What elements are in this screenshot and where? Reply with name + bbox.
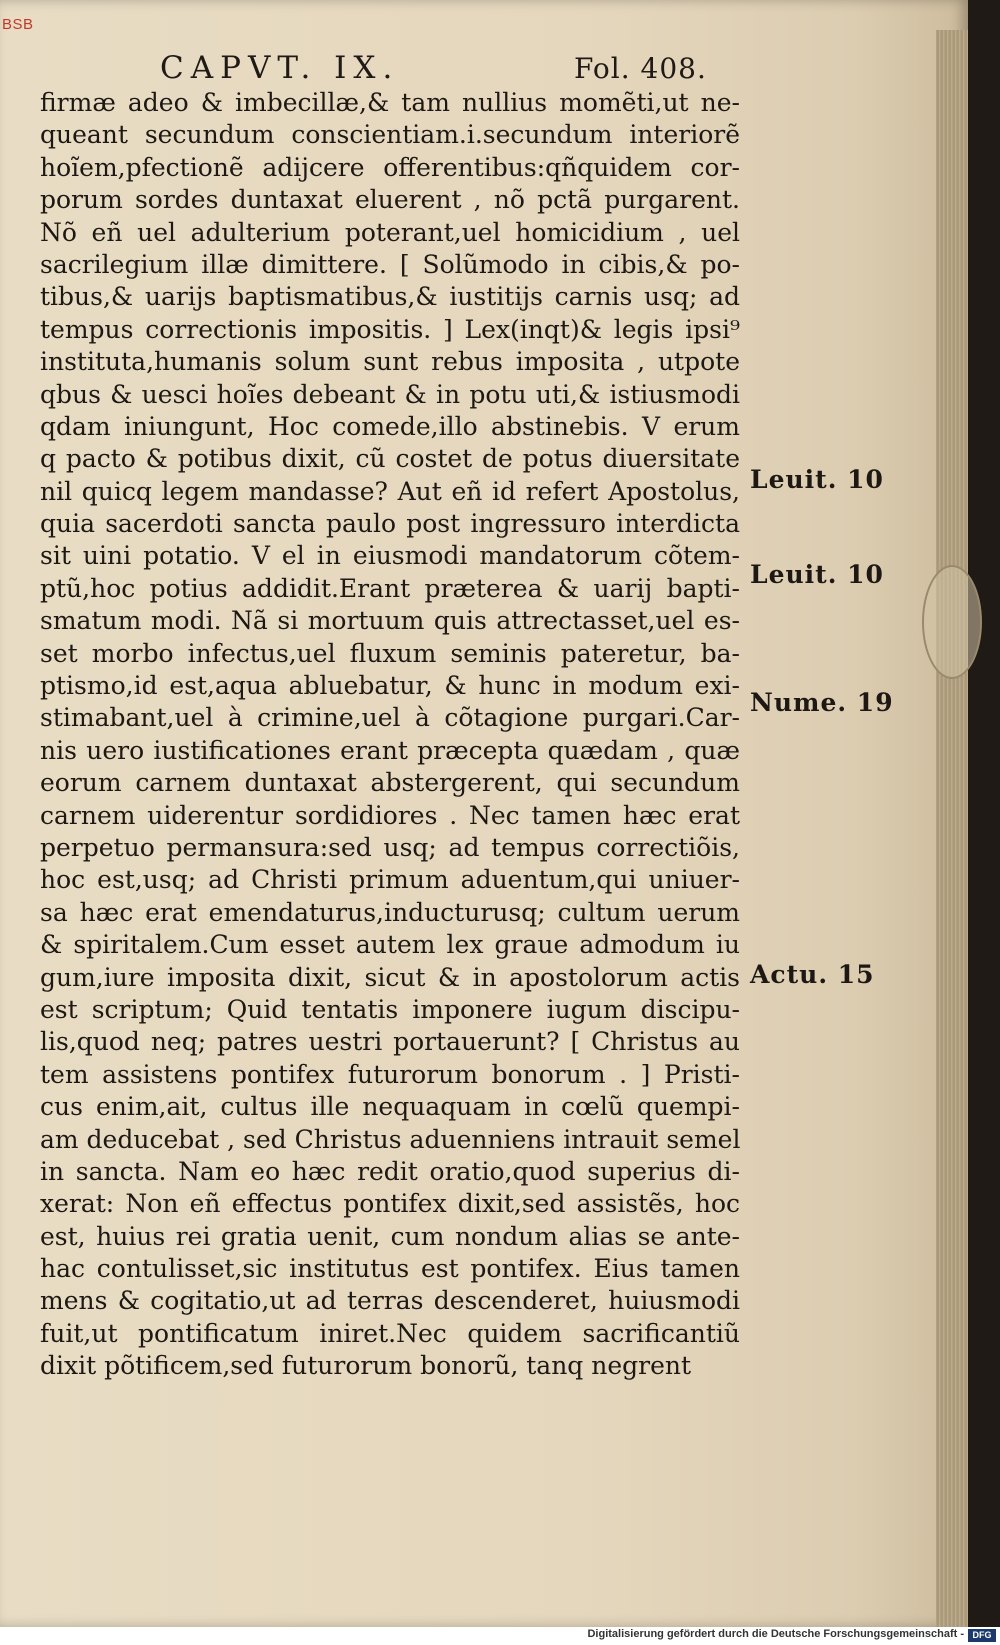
text-line: gum,iure imposita dixit, sicut & in apostolorum actis [40, 962, 740, 992]
text-line: smatum modi. Nã si mortuum quis attrectasset,uel es- [40, 606, 740, 636]
body-text [40, 87, 740, 1383]
text-line: instituta,humanis solum sunt rebus imposita , utpote [40, 347, 740, 377]
text-line: hac contulisset,sic institutus est pontifex. Eius tamen [40, 1254, 740, 1284]
text-line: nis uero iustificationes erant præcepta quædam , quæ [40, 735, 740, 765]
text-line: xerat: Non eñ effectus pontifex dixit,sed assistẽs, hoc [40, 1189, 740, 1219]
text-line: ptismo,id est,aqua abluebatur, & hunc in modum exi- [40, 671, 740, 701]
text-line: queant secundum conscientiam.i.secundum interiorẽ [40, 120, 740, 150]
page-header [160, 50, 720, 84]
text-line: hoĩem,pfectionẽ adijcere offerentibus:qñquidem cor- [40, 152, 740, 182]
text-line: sit uini potatio. V el in eiusmodi mandatorum cõtem- [40, 541, 740, 571]
margin-note-actu: Actu. 15 [750, 960, 875, 989]
chapter-heading: CAPVT. IX. [160, 50, 400, 86]
margin-note-nume: Nume. 19 [750, 688, 894, 717]
text-line: carnem uiderentur sordidiores . Nec tamen hæc erat [40, 800, 740, 830]
text-line: porum sordes duntaxat eluerent , nõ pctã purgarent. [40, 185, 740, 215]
text-line: quia sacerdoti sancta paulo post ingressuro interdicta [40, 509, 740, 539]
text-line: tem assistens pontifex futurorum bonorum . ] Pristi- [40, 1059, 740, 1089]
page-tab-marker [922, 565, 982, 679]
text-line: dixit põtificem,sed futurorum bonorũ, tanq negrent [40, 1351, 692, 1381]
text-line: qdam iniungunt, Hoc comede,illo abstinebis. V erum [40, 411, 740, 441]
dfg-logo: DFG [968, 1629, 996, 1642]
text-line: est, huius rei gratia uenit, cum nondum alias se ante- [40, 1221, 740, 1251]
page-edges [936, 30, 968, 1627]
text-line: fuit,ut pontificatum iniret.Nec quidem sacrificantiũ [40, 1318, 740, 1348]
text-line: lis,quod neq; patres uestri portauerunt? [ Christus au [40, 1027, 740, 1057]
text-line: ptũ,hoc potius addidit.Erant præterea & uarij bapti- [40, 573, 740, 603]
text-line: eorum carnem duntaxat abstergerent, qui secundum [40, 768, 740, 798]
text-line: cus enim,ait, cultus ille nequaquam in cœlũ quempi- [40, 1092, 740, 1122]
funding-credit: Digitalisierung gefördert durch die Deutsche Forschungsgemeinschaft - [587, 1628, 964, 1640]
text-line: perpetuo permansura:sed usq; ad tempus correctiõis, [40, 832, 740, 862]
text-line: Nõ eñ uel adulterium poterant,uel homicidium , uel [40, 217, 740, 247]
text-line: mens & cogitatio,ut ad terras descenderet, huiusmodi [40, 1286, 740, 1316]
margin-note-leuit-2: Leuit. 10 [750, 560, 884, 589]
text-line: & spiritalem.Cum esset autem lex graue admodum iu [40, 930, 740, 960]
text-line: q pacto & potibus dixit, cũ costet de potus diuersitate [40, 444, 740, 474]
text-line: set morbo infectus,uel fluxum seminis pateretur, ba- [40, 638, 740, 668]
text-line: am deducebat , sed Christus aduenniens intrauit semel [40, 1124, 740, 1154]
text-line: in sancta. Nam eo hæc redit oratio,quod superius di- [40, 1156, 740, 1186]
text-line: sa hæc erat emendaturus,inducturusq; cultum uerum [40, 897, 740, 927]
text-line: tibus,& uarijs baptismatibus,& iustitijs carnis usq; ad [40, 282, 740, 312]
folio-number: Fol. 408. [574, 52, 707, 85]
footer-bar [0, 1627, 1000, 1645]
text-line: firmæ adeo & imbecillæ,& tam nullius momẽti,ut ne- [40, 88, 740, 117]
margin-note-leuit-1: Leuit. 10 [750, 465, 884, 494]
text-line: sacrilegium illæ dimittere. [ Solũmodo in cibis,& po- [40, 249, 740, 279]
text-line: tempus correctionis impositis. ] Lex(inqt)& legis ipsi⁹ [40, 314, 740, 344]
text-line: est scriptum; Quid tentatis imponere iugum discipu- [40, 994, 740, 1024]
text-line: stimabant,uel à crimine,uel à cõtagione purgari.Car- [40, 703, 740, 733]
text-line: qbus & uesci hoĩes debeant & in potu uti,& istiusmodi [40, 379, 740, 409]
text-line: hoc est,usq; ad Christi primum aduentum,qui uniuer- [40, 865, 740, 895]
library-mark: BSB [2, 16, 34, 33]
text-line: nil quicq legem mandasse? Aut eñ id refert Apostolus, [40, 476, 740, 506]
